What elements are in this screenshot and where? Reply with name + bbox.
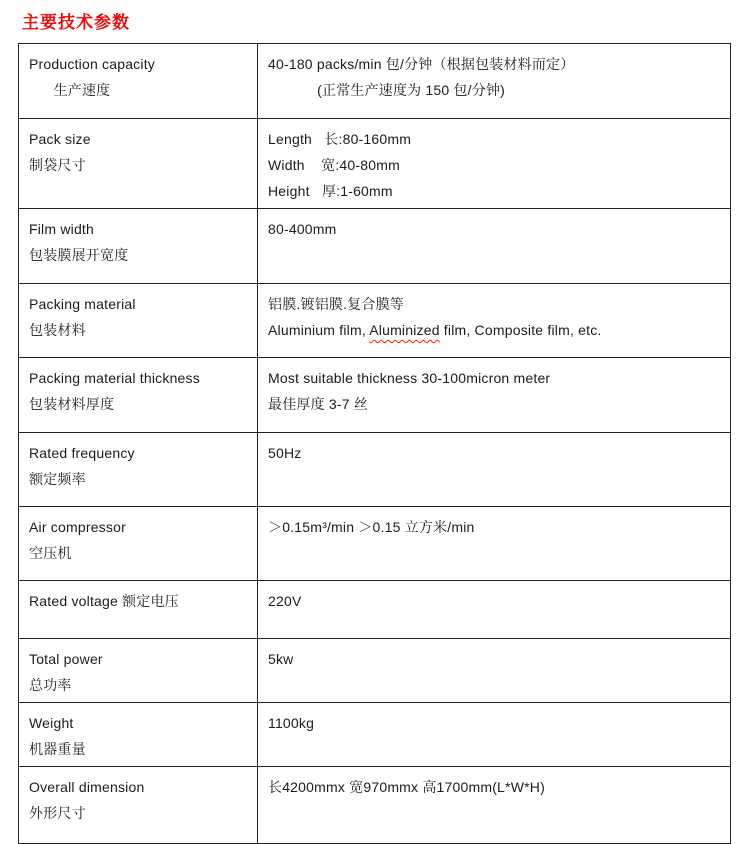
param-cell-weight (19, 703, 258, 767)
cell-line: 外形尺寸 (29, 805, 86, 821)
param-cell-rated-frequency (19, 433, 258, 507)
param-cell-packing-material-thickness (19, 358, 258, 433)
value-cell-packing-material-thickness (258, 358, 731, 433)
cell-line: 生产速度 (29, 82, 111, 98)
text-segment: film, Composite film, etc. (439, 322, 602, 338)
value-cell-overall-dimension (258, 767, 731, 844)
cell-line: Production capacity (29, 56, 155, 72)
cell-line: 包装材料厚度 (29, 396, 115, 412)
cell-line: 总功率 (29, 677, 72, 693)
cell-line: Weight (29, 715, 74, 731)
param-cell-total-power (19, 639, 258, 703)
table-row-packing-material (19, 284, 731, 358)
cell-line (268, 317, 720, 343)
table-row-overall-dimension (19, 767, 731, 844)
value-cell-total-power (258, 639, 731, 703)
cell-line: 50Hz (268, 445, 302, 461)
cell-line: (正常生产速度为 150 包/分钟) (268, 82, 506, 98)
param-cell-production-capacity (19, 44, 258, 119)
param-cell-film-width (19, 209, 258, 284)
param-cell-overall-dimension (19, 767, 258, 844)
value-cell-air-compressor (258, 507, 731, 581)
table-row-total-power (19, 639, 731, 703)
table-row-production-capacity (19, 44, 731, 119)
table-row-rated-voltage (19, 581, 731, 639)
spec-table (18, 43, 731, 844)
cell-line: Rated voltage 额定电压 (29, 593, 179, 609)
cell-line: Width 宽:40-80mm (268, 157, 400, 173)
cell-line: Rated frequency (29, 445, 135, 461)
cell-line: 包装膜展开宽度 (29, 247, 129, 263)
page-title: 主要技术参数 (22, 13, 130, 32)
value-cell-pack-size (258, 119, 731, 209)
value-cell-rated-frequency (258, 433, 731, 507)
value-cell-production-capacity (258, 44, 731, 119)
cell-line: Air compressor (29, 519, 126, 535)
cell-line: Pack size (29, 131, 91, 147)
param-cell-packing-material (19, 284, 258, 358)
value-cell-packing-material (258, 284, 731, 358)
cell-line: 5kw (268, 651, 294, 667)
cell-line: Total power (29, 651, 103, 667)
param-cell-rated-voltage (19, 581, 258, 639)
value-cell-weight (258, 703, 731, 767)
table-row-air-compressor (19, 507, 731, 581)
cell-line: ＞0.15m³/min ＞0.15 立方米/min (268, 519, 475, 535)
cell-line: 空压机 (29, 545, 72, 561)
cell-line: Packing material (29, 296, 136, 312)
param-cell-air-compressor (19, 507, 258, 581)
cell-line: 80-400mm (268, 221, 337, 237)
cell-line: Overall dimension (29, 779, 145, 795)
cell-line: 40-180 packs/min 包/分钟（根据包装材料而定） (268, 56, 575, 72)
table-row-film-width (19, 209, 731, 284)
text-segment: Aluminium film, (268, 322, 370, 338)
spellcheck-wavy-underline: Aluminized (369, 322, 440, 338)
cell-line: 包装材料 (29, 322, 86, 338)
cell-line: 1100kg (268, 715, 315, 731)
cell-line: 最佳厚度 3-7 丝 (268, 396, 369, 412)
cell-line: Packing material thickness (29, 370, 200, 386)
cell-line: Most suitable thickness 30-100micron meter (268, 370, 551, 386)
cell-line: 长4200mmx 宽970mmx 高1700mm(L*W*H) (268, 779, 545, 795)
param-cell-pack-size (19, 119, 258, 209)
table-row-pack-size (19, 119, 731, 209)
cell-line: Length 长:80-160mm (268, 131, 412, 147)
table-row-weight (19, 703, 731, 767)
value-cell-rated-voltage (258, 581, 731, 639)
spec-table-body (19, 44, 731, 844)
cell-line: Film width (29, 221, 95, 237)
cell-line: Height 厚:1-60mm (268, 183, 393, 199)
cell-line: 制袋尺寸 (29, 157, 86, 173)
table-row-rated-frequency (19, 433, 731, 507)
cell-line: 机器重量 (29, 741, 86, 757)
cell-line: 额定频率 (29, 471, 86, 487)
cell-line: 铝膜.镀铝膜.复合膜等 (268, 296, 404, 312)
cell-line: 220V (268, 593, 302, 609)
value-cell-film-width (258, 209, 731, 284)
table-row-packing-material-thickness (19, 358, 731, 433)
